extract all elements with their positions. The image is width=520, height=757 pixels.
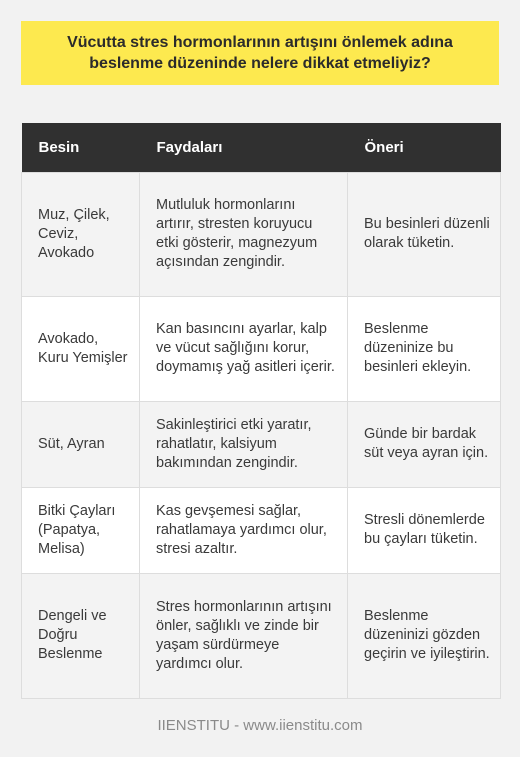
cell-faydalari: Stres hormonlarının artışını önler, sağlıklı ve zinde bir yaşam sürdürmeye yardımcı olur. [140,573,348,698]
cell-besin: Süt, Ayran [22,401,140,487]
cell-besin: Dengeli ve Doğru Beslenme [22,573,140,698]
column-header-besin: Besin [22,123,140,172]
cell-besin: Avokado, Kuru Yemişler [22,296,140,401]
cell-oneri: Beslenme düzeninize bu besinleri ekleyin. [348,296,501,401]
table-header-row [22,123,501,172]
table-row [22,172,501,296]
table-row [22,401,501,487]
cell-besin: Bitki Çayları (Papatya, Melisa) [22,487,140,573]
footer-text: IIENSTITU - www.iienstitu.com [157,717,363,734]
cell-faydalari: Sakinleştirici etki yaratır, rahatlatır, kalsiyum bakımından zengindir. [140,401,348,487]
cell-oneri: Günde bir bardak süt veya ayran için. [348,401,501,487]
column-header-faydalari: Faydaları [140,123,348,172]
nutrition-table [21,123,501,699]
cell-faydalari: Kas gevşemesi sağlar, rahatlamaya yardımcı olur, stresi azaltır. [140,487,348,573]
table-row [22,573,501,698]
cell-besin: Muz, Çilek, Ceviz, Avokado [22,172,140,296]
table-row [22,296,501,401]
cell-oneri: Bu besinleri düzenli olarak tüketin. [348,172,501,296]
cell-oneri: Stresli dönemlerde bu çayları tüketin. [348,487,501,573]
cell-faydalari: Kan basıncını ayarlar, kalp ve vücut sağlığını korur, doymamış yağ asitleri içerir. [140,296,348,401]
cell-oneri: Beslenme düzeninizi gözden geçirin ve iyileştirin. [348,573,501,698]
column-header-oneri: Öneri [348,123,501,172]
page-title: Vücutta stres hormonlarının artışını önlemek adına beslenme düzeninde nelere dikkat etmeliyiz? [21,21,499,85]
cell-faydalari: Mutluluk hormonlarını artırır, stresten koruyucu etki gösterir, magnezyum açısından zengindir. [140,172,348,296]
table-row [22,487,501,573]
